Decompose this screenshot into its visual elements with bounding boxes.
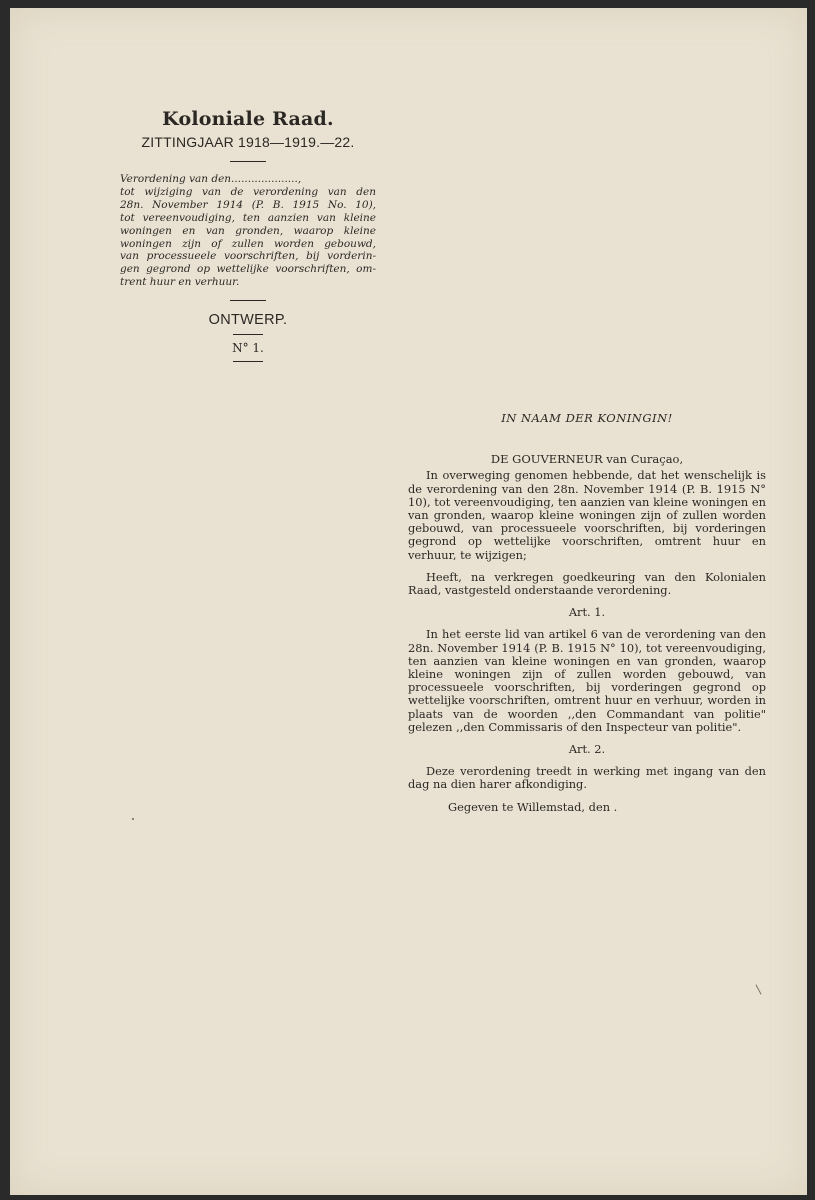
summary-line: gen gegrond op wettelijke voorschriften, om- <box>120 263 376 276</box>
header-block <box>120 108 376 368</box>
pencil-mark <box>755 984 761 994</box>
document-page <box>10 8 807 1195</box>
summary-line: tot vereenvoudiging, ten aanzien van kleine <box>120 211 376 224</box>
paper-speck <box>132 818 134 820</box>
summary-line: Verordening van den...................., <box>120 173 302 185</box>
summary-line: woningen zijn of zullen worden gebouwd, <box>120 237 376 250</box>
enactment-paragraph: Heeft, na verkregen goedkeuring van den Kolonialen Raad, vastgesteld onderstaande verordening. <box>408 569 766 598</box>
summary-line: 28n. November 1914 (P. B. 1915 No. 10), <box>120 198 376 211</box>
article-heading: Art. 2. <box>568 742 606 757</box>
summary-line: tot wijziging van de verordening van den <box>120 185 376 198</box>
summary-line: trent huur en verhuur. <box>120 276 240 289</box>
council-title: Koloniale Raad. <box>162 108 334 130</box>
ordinance-summary <box>120 173 376 289</box>
preamble-paragraph: In overweging genomen hebbende, dat het wenschelijk is de verordening van den 28n. November 1914 (P. B. 1915 N° 10), tot vereenvoudiging, ten aanzien van kleine woningen en van gronden, waarop kleine woningen zijn of zullen worden gebouwd, van processueele voorschriften, bij vorderingen gegrond op wettelijke voorschriften, omtrent huur en verhuur, te wijzigen; <box>408 468 766 562</box>
divider-rule <box>233 361 263 362</box>
draft-number: N° 1. <box>232 341 264 356</box>
article-text: Deze verordening treedt in werking met ingang van den dag na dien harer afkondiging. <box>408 764 766 792</box>
session-year: ZITTINGJAAR 1918—1919.—22. <box>141 134 355 150</box>
divider-rule <box>230 161 266 162</box>
summary-line: woningen en van gronden, waarop kleine <box>120 224 376 237</box>
divider-rule <box>230 300 266 301</box>
governor-line: DE GOUVERNEUR van Curaçao, <box>490 452 684 467</box>
royal-invocation: IN NAAM DER KONINGIN! <box>501 411 673 425</box>
draft-label: ONTWERP. <box>208 312 288 329</box>
divider-rule <box>233 334 263 335</box>
signoff-line: Gegeven te Willemstad, den . <box>448 799 618 814</box>
article-heading: Art. 1. <box>568 605 606 620</box>
article-text: In het eerste lid van artikel 6 van de verordening van den 28n. November 1914 (P. B. 1915 N° 10), tot vereenvoudiging, ten aanzien van kleine woningen en van gronden, waarop kleine woningen zijn of zullen worden gebouwd, van processueele voorschriften, bij vorderingen gegrond op wettelijke voorschriften, omtrent huur en verhuur, worden in plaats van de woorden ,,den Commandant van politie" gelezen ,,den Commissaris of den Inspecteur van politie". <box>408 627 766 734</box>
ordinance-body <box>408 412 766 814</box>
summary-line: van processueele voorschriften, bij vorderin- <box>120 250 376 263</box>
